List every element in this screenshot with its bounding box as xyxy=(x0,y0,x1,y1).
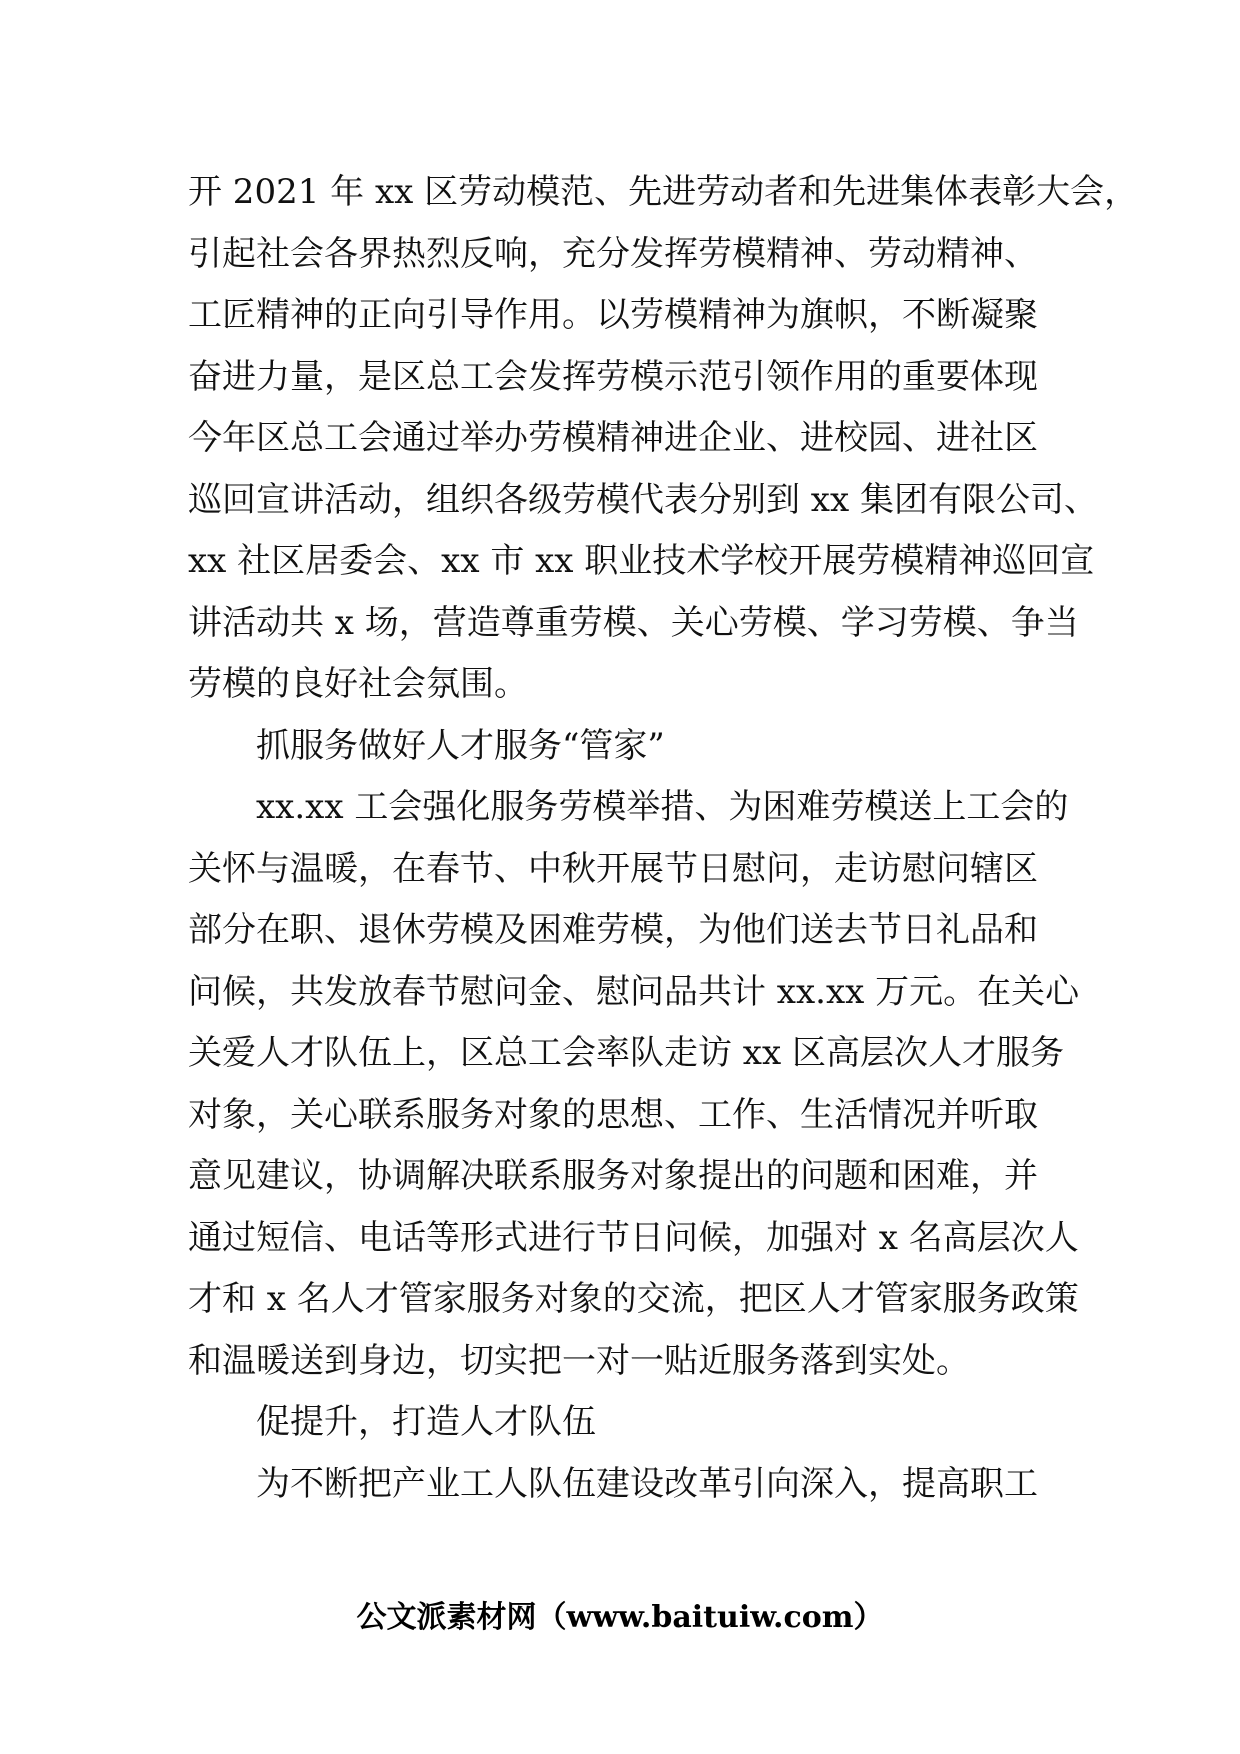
section-heading: 抓服务做好人才服务“管家” xyxy=(256,725,665,766)
section-heading: 促提升，打造人才队伍 xyxy=(256,1402,596,1442)
text-line: 才和 x 名人才管家服务对象的交流，把区人才管家服务政策 xyxy=(188,1279,1079,1319)
text-line: 开 2021 年 xx 区劳动模范、先进劳动者和先进集体表彰大会， xyxy=(188,172,1139,212)
text-line: 意见建议，协调解决联系服务对象提出的问题和困难，并 xyxy=(188,1156,1038,1196)
text-line: 工匠精神的正向引导作用。以劳模精神为旗帜，不断凝聚 xyxy=(188,295,1038,335)
text-line: 今年区总工会通过举办劳模精神进企业、进校园、进社区 xyxy=(188,418,1038,458)
text-line: 问候，共发放春节慰问金、慰问品共计 xx.xx 万元。在关心 xyxy=(188,971,1080,1012)
text-line: 对象，关心联系服务对象的思想、工作、生活情况并听取 xyxy=(188,1094,1038,1135)
text-line: 讲活动共 x 场，营造尊重劳模、关心劳模、学习劳模、争当 xyxy=(188,602,1079,643)
text-line: 引起社会各界热烈反响，充分发挥劳模精神、劳动精神、 xyxy=(188,233,1038,274)
text-line: xx 社区居委会、xx 市 xx 职业技术学校开展劳模精神巡回宣 xyxy=(188,541,1095,581)
paragraph-start-line: 为不断把产业工人队伍建设改革引向深入，提高职工 xyxy=(256,1463,1038,1504)
footer-watermark: 公文派素材网（www.baituiw.com） xyxy=(356,1600,884,1635)
text-line: 巡回宣讲活动，组织各级劳模代表分别到 xx 集团有限公司、 xyxy=(188,479,1098,520)
text-line: 通过短信、电话等形式进行节日问候，加强对 x 名高层次人 xyxy=(188,1217,1079,1258)
text-line: 关怀与温暖，在春节、中秋开展节日慰问，走访慰问辖区 xyxy=(188,848,1038,889)
document-body xyxy=(188,162,1139,1515)
text-line: 部分在职、退休劳模及困难劳模，为他们送去节日礼品和 xyxy=(188,910,1038,950)
text-line: 关爱人才队伍上，区总工会率队走访 xx 区高层次人才服务 xyxy=(188,1033,1064,1073)
text-line: 奋进力量，是区总工会发挥劳模示范引领作用的重要体现 xyxy=(188,356,1038,397)
paragraph-start-line: xx.xx 工会强化服务劳模举措、为困难劳模送上工会的 xyxy=(256,787,1069,827)
text-line: 和温暖送到身边，切实把一对一贴近服务落到实处。 xyxy=(188,1340,970,1381)
text-line: 劳模的良好社会氛围。 xyxy=(188,664,528,704)
